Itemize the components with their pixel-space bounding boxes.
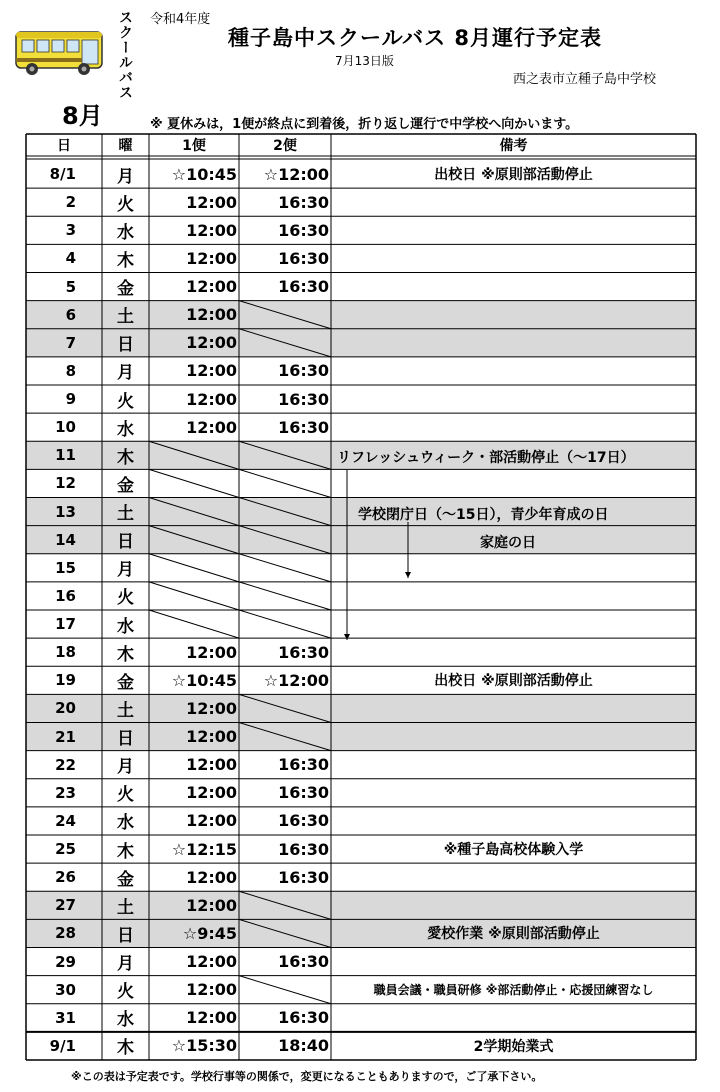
- remark-cell: [331, 188, 696, 216]
- remark-cell: 出校日 ※原則部活動停止: [434, 673, 593, 690]
- trip2-time: 16:30: [278, 952, 329, 971]
- day-cell: 10: [55, 418, 76, 437]
- weekday-cell: 金: [117, 279, 134, 299]
- remark-cell: [331, 863, 696, 891]
- weekday-cell: 金: [117, 869, 134, 890]
- trip1-time: [149, 498, 239, 526]
- day-cell: 9: [65, 390, 76, 408]
- weekday-cell: 水: [117, 813, 134, 834]
- remark-cell: [331, 948, 696, 976]
- day-cell: 9/1: [49, 1036, 76, 1055]
- remark-cell: [331, 723, 696, 751]
- trip2-time: 16:30: [278, 277, 329, 296]
- trip2-time: 16:30: [278, 867, 329, 887]
- trip1-time: 12:00: [186, 867, 237, 887]
- trip2-time: [239, 694, 331, 722]
- school-name: 西之表市立種子島中学校: [513, 72, 657, 87]
- remark-cell: [331, 244, 696, 272]
- day-cell: 5: [65, 277, 76, 296]
- trip1-time: [149, 582, 239, 610]
- trip1-time: 12:00: [186, 277, 237, 296]
- weekday-cell: 土: [117, 897, 134, 918]
- day-cell: 7: [65, 333, 76, 352]
- day-cell: 29: [55, 952, 76, 971]
- remark-cell: [331, 357, 696, 385]
- day-cell: 11: [55, 446, 76, 465]
- trip2-time: 18:40: [278, 1036, 329, 1056]
- weekday-cell: 水: [117, 222, 134, 243]
- trip2-time: [239, 610, 331, 638]
- day-cell: 20: [55, 699, 76, 718]
- trip1-time: 12:00: [186, 1008, 237, 1028]
- remark-cell: [331, 610, 696, 638]
- day-cell: 6: [65, 305, 76, 324]
- version-date: 7月13日版: [335, 54, 394, 68]
- header-day: 日: [57, 138, 71, 154]
- header-trip2: 2便: [273, 138, 297, 154]
- trip1-time: 12:00: [186, 417, 237, 437]
- page-title: 種子島中スクールバス 8月運行予定表: [228, 26, 603, 50]
- trip2-time: 16:30: [278, 1008, 329, 1028]
- weekday-cell: 火: [117, 982, 134, 1003]
- day-cell: 23: [55, 783, 76, 802]
- day-cell: 18: [55, 643, 76, 662]
- day-cell: 12: [55, 474, 76, 493]
- trip1-time: ☆9:45: [182, 923, 237, 943]
- trip1-time: 12:00: [186, 952, 237, 971]
- weekday-cell: 木: [117, 250, 134, 271]
- trip2-time: [239, 976, 331, 1004]
- trip2-time: 16:30: [278, 220, 329, 240]
- remark-cell: [331, 469, 696, 497]
- fiscal-year: 令和4年度: [150, 12, 211, 27]
- weekday-cell: 月: [117, 757, 134, 778]
- trip2-time: ☆12:00: [263, 670, 329, 690]
- weekday-cell: 火: [117, 194, 134, 215]
- weekday-cell: 日: [117, 335, 134, 356]
- day-cell: 16: [55, 586, 76, 605]
- remark-cell: [331, 385, 696, 413]
- weekday-cell: 水: [117, 1010, 134, 1031]
- trip2-time: 16:30: [278, 248, 329, 268]
- trip2-time: 16:30: [278, 361, 329, 381]
- remark-cell: ※種子島高校体験入学: [443, 842, 584, 858]
- weekday-cell: 水: [117, 616, 134, 637]
- day-cell: 8: [65, 361, 76, 380]
- trip1-time: 12:00: [186, 305, 237, 325]
- day-cell: 28: [55, 924, 76, 943]
- day-cell: 25: [55, 840, 76, 858]
- trip1-time: ☆10:45: [171, 164, 237, 184]
- remark-cell: [331, 273, 696, 301]
- day-cell: 13: [55, 502, 76, 521]
- weekday-cell: 木: [117, 841, 134, 862]
- day-cell: 31: [55, 1008, 76, 1027]
- weekday-cell: 日: [117, 532, 134, 553]
- trip2-time: 16:30: [278, 839, 329, 859]
- trip1-time: 12:00: [186, 698, 237, 718]
- vertical-title: スクールバス: [117, 10, 133, 100]
- trip2-time: [239, 441, 331, 469]
- weekday-cell: 日: [117, 729, 134, 749]
- remark-cell: 出校日 ※原則部活動停止: [434, 167, 593, 183]
- trip2-time: 16:30: [278, 755, 329, 775]
- trip1-time: 12:00: [186, 248, 237, 268]
- weekday-cell: 木: [117, 644, 134, 665]
- day-cell: 8/1: [49, 165, 76, 183]
- remark-cell: [331, 638, 696, 666]
- trip2-time: 16:30: [278, 192, 329, 212]
- trip2-time: 16:30: [278, 389, 329, 409]
- trip1-time: 12:00: [186, 811, 237, 831]
- trip1-time: 12:00: [186, 895, 237, 915]
- trip1-time: [149, 441, 239, 469]
- remark-cell: [331, 779, 696, 807]
- weekday-cell: 火: [117, 391, 134, 412]
- header-weekday: 曜: [118, 138, 133, 154]
- remark-cell: 愛校作業 ※原則部活動停止: [427, 926, 600, 943]
- weekday-cell: 月: [117, 363, 134, 384]
- bus-icon: [14, 28, 106, 78]
- office-closed-note: 学校閉庁日（～15日），青少年育成の日: [358, 507, 609, 523]
- trip2-time: [239, 582, 331, 610]
- weekday-cell: 日: [117, 925, 134, 946]
- trip2-time: [239, 891, 331, 919]
- day-cell: 14: [55, 530, 76, 549]
- remark-cell: 2学期始業式: [473, 1038, 554, 1055]
- weekday-cell: 木: [117, 1038, 134, 1059]
- trip2-time: [239, 526, 331, 554]
- trip1-time: 12:00: [186, 333, 237, 353]
- remark-cell: [331, 413, 696, 441]
- remark-cell: [331, 891, 696, 919]
- trip1-time: 12:00: [186, 389, 237, 409]
- remark-cell: [331, 554, 696, 582]
- header-remarks: 備考: [499, 138, 528, 154]
- summer-note: ※ 夏休みは，1便が終点に到着後，折り返し運行で中学校へ向かいます。: [150, 117, 579, 132]
- weekday-cell: 火: [117, 588, 134, 609]
- weekday-cell: 金: [117, 475, 134, 496]
- trip2-time: [239, 469, 331, 497]
- trip1-time: 12:00: [186, 220, 237, 240]
- trip2-time: 16:30: [278, 783, 329, 803]
- weekday-cell: 月: [117, 560, 134, 581]
- trip2-time: 16:30: [278, 417, 329, 437]
- day-cell: 4: [65, 249, 76, 268]
- remark-cell: [331, 694, 696, 722]
- day-cell: 30: [55, 980, 76, 999]
- weekday-cell: 土: [117, 504, 134, 524]
- trip2-time: [239, 498, 331, 526]
- trip1-time: [149, 610, 239, 638]
- weekday-cell: 木: [117, 447, 134, 468]
- weekday-cell: 月: [117, 166, 134, 187]
- remark-cell: [331, 807, 696, 835]
- day-cell: 24: [55, 811, 76, 830]
- footer-note: ※この表は予定表です。学校行事等の関係で，変更になることもありますので，ご了承下さい。: [71, 1070, 543, 1083]
- trip2-time: 16:30: [278, 811, 329, 831]
- remark-cell: [331, 582, 696, 610]
- day-cell: 2: [65, 193, 76, 212]
- trip1-time: 12:00: [186, 980, 237, 1000]
- trip1-time: [149, 526, 239, 554]
- day-cell: 26: [55, 868, 76, 887]
- trip1-time: 12:00: [186, 727, 237, 746]
- trip2-time: [239, 723, 331, 751]
- month-label: 8月: [62, 102, 103, 130]
- trip1-time: 12:00: [186, 642, 237, 662]
- trip1-time: ☆10:45: [171, 670, 237, 690]
- trip1-time: 12:00: [186, 783, 237, 803]
- weekday-cell: 土: [117, 700, 134, 721]
- day-cell: 27: [55, 896, 76, 915]
- weekday-cell: 月: [117, 954, 134, 974]
- trip1-time: 12:00: [186, 192, 237, 212]
- trip2-time: ☆12:00: [263, 164, 329, 184]
- remark-cell: [331, 301, 696, 329]
- day-cell: 21: [55, 727, 76, 746]
- trip1-time: ☆12:15: [171, 839, 237, 859]
- day-cell: 22: [55, 755, 76, 774]
- family-day-note: 家庭の日: [480, 535, 536, 551]
- weekday-cell: 金: [117, 672, 134, 693]
- day-cell: 3: [65, 221, 76, 240]
- remark-cell: 職員会議・職員研修 ※部活動停止・応援団練習なし: [373, 983, 654, 998]
- trip1-time: [149, 554, 239, 582]
- trip1-time: 12:00: [186, 755, 237, 775]
- trip2-time: [239, 919, 331, 947]
- remark-cell: [331, 751, 696, 779]
- weekday-cell: 水: [117, 419, 134, 440]
- weekday-cell: 火: [117, 785, 134, 806]
- trip2-time: [239, 301, 331, 329]
- day-cell: 17: [55, 615, 76, 633]
- remark-cell: [331, 216, 696, 244]
- weekday-cell: 土: [117, 307, 134, 328]
- remark-cell: [331, 329, 696, 357]
- trip2-time: [239, 554, 331, 582]
- refresh-week-note: リフレッシュウィーク・部活動停止（～17日）: [337, 450, 635, 466]
- remark-cell: [331, 1004, 696, 1032]
- trip1-time: [149, 469, 239, 497]
- trip1-time: ☆15:30: [171, 1036, 237, 1056]
- trip1-time: 12:00: [186, 361, 237, 381]
- header-trip1: 1便: [182, 138, 206, 154]
- day-cell: 19: [55, 671, 76, 690]
- day-cell: 15: [55, 558, 76, 577]
- trip2-time: [239, 329, 331, 357]
- trip2-time: 16:30: [278, 642, 329, 662]
